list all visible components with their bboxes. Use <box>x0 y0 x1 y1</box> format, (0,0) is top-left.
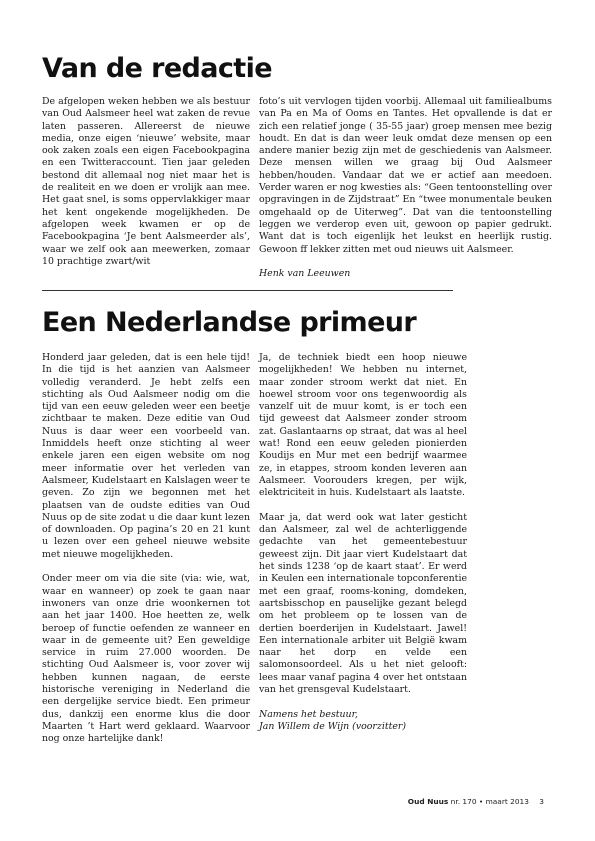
article-primeur-column-right <box>259 352 467 733</box>
page-footer <box>334 797 544 806</box>
paragraph: Honderd jaar geleden, dat is een hele tijd! In die tijd is het aanzien van Aalsmeer volledig veranderd. Je hebt zelfs een stichting als Oud Aalsmeer nodig om die tijd van een eeuw geleden weer een beetje zichtbaar te maken. Deze editie van Oud Nuus is daar weer een voorbeeld van. Inmiddels heeft onze stichting al weer enkele jaren een eigen website om nog meer informatie over het verleden van Aalsmeer, Kudelstaart en Kalslagen weer te geven. Zo zijn we begonnen met het plaatsen van de oudste edities van Oud Nuus op de site zodat u die daar kunt lezen of downloaden. Op pagina’s 20 en 21 kunt u lezen over een geheel nieuwe website met nieuwe mogelijkheden. <box>42 352 250 560</box>
signature-line: Namens het bestuur, <box>259 708 359 720</box>
article-redactie-column-left <box>42 96 250 268</box>
paragraph: foto’s uit vervlogen tijden voorbij. Allemaal uit familiealbums van Pa en Ma of Ooms en Tantes. Het opvallende is dat er zich een relatief jonge ( 35-55 jaar) groep mensen mee bezig houdt. En dat is dan weer leuk omdat deze mensen op een andere manier bezig zijn met de geschiedenis van Aalsmeer. Deze mensen willen we graag bij Oud Aalsmeer hebben/houden. Vandaar dat we er actief aan meedoen. Verder waren er nog kwesties als: “Geen tentoonstelling over opgravingen in de Zijdstraat” En “twee monumentale beuken omgehaald op de Uiterweg”. Dat van die tentoonstelling leggen we verderop even uit, gewoon op papier gedrukt. Want dat is toch eigenlijk het leukst en heerlijk rustig. Gewoon ff lekker zitten met oud nieuws uit Aalsmeer. <box>259 96 552 255</box>
paragraph: Maar ja, dat werd ook wat later gesticht dan Aalsmeer, zal wel de achterliggende gedachte van het gemeentebestuur geweest zijn. Dit jaar viert Kudelstaart dat het sinds 1238 ‘op de kaart staat’. Er werd in Keulen een internationale topconferentie met een graaf, rooms-koning, domdeken, aartsbisschop en pauselijke gezant belegd om het probleem op te lossen van de dertien boerderijen in Kudelstaart. Jawel! Een internationale arbiter uit België kwam naar het dorp en velde een salomonsoordeel. Als u het niet gelooft: lees maar vanaf pagina 4 over het ontstaan van het grensgeval Kudelstaart. <box>259 511 467 696</box>
page-number: 3 <box>539 797 544 806</box>
signature-line: Jan Willem de Wijn (voorzitter) <box>259 720 407 732</box>
paragraph: Ja, de techniek biedt een hoop nieuwe mogelijkheden! We hebben nu internet, maar zonder stroom werkt dat niet. En hoewel stroom voor ons tegenwoordig als vanzelf uit de muur komt, is er toch een tijd geweest dat Aalsmeer zonder stroom zat. Gaslantaarns op straat, dat was al heel wat! Rond een eeuw geleden pionierden Koudijs en Mur met een bedrijf waarmee ze, in etappes, stroom konden leveren aan Aalsmeer. Voorouders kregen, per wijk, elektriciteit in huis. Kudelstaart als laatste. <box>259 352 467 499</box>
paragraph: De afgelopen weken hebben we als bestuur van Oud Aalsmeer heel wat zaken de revue laten passeren. Allereerst de nieuwe media, onze eigen ‘nieuwe’ website, maar ook zaken zoals een eigen Facebookpagina en een Twitteraccount. Tien jaar geleden bestond dit allemaal nog niet maar het is de realiteit en we doen er vrolijk aan mee. Het gaat snel, is soms oppervlakkiger maar het kent ongekende mogelijkheden. De afgelopen week kwamen er op de Facebookpagina ‘Je bent Aalsmeerder als’, waar we zelf ook aan meewerken, zomaar 10 prachtige zwart/wit <box>42 96 250 267</box>
article-redactie-column-right <box>259 96 552 280</box>
board-signature <box>259 709 467 734</box>
article-title-redactie: Van de redactie <box>42 53 272 84</box>
paragraph: Onder meer om via die site (via: wie, wat, waar en wanneer) op zoek te gaan naar inwoners van onze drie woonkernen tot aan het jaar 1400. Hoe heetten ze, welk beroep of functie oefenden ze wanneer en waar in de gemeente uit? Een geweldige service in ruim 27.000 woorden. De stichting Oud Aalsmeer is, voor zover wij hebben kunnen nagaan, de eerste historische vereniging in Nederland die een dergelijke service biedt. Een primeur dus, dankzij een enorme klus die door Maarten ’t Hart werd geklaard. Waarvoor nog onze hartelijke dank! <box>42 573 250 745</box>
section-divider <box>42 290 453 291</box>
magazine-name: Oud Nuus <box>407 797 449 806</box>
article-primeur-column-left <box>42 352 250 746</box>
article-title-primeur: Een Nederlandse primeur <box>42 307 417 338</box>
issue-info: nr. 170 • maart 2013 <box>450 797 529 806</box>
author-signature: Henk van Leeuwen <box>259 268 351 280</box>
